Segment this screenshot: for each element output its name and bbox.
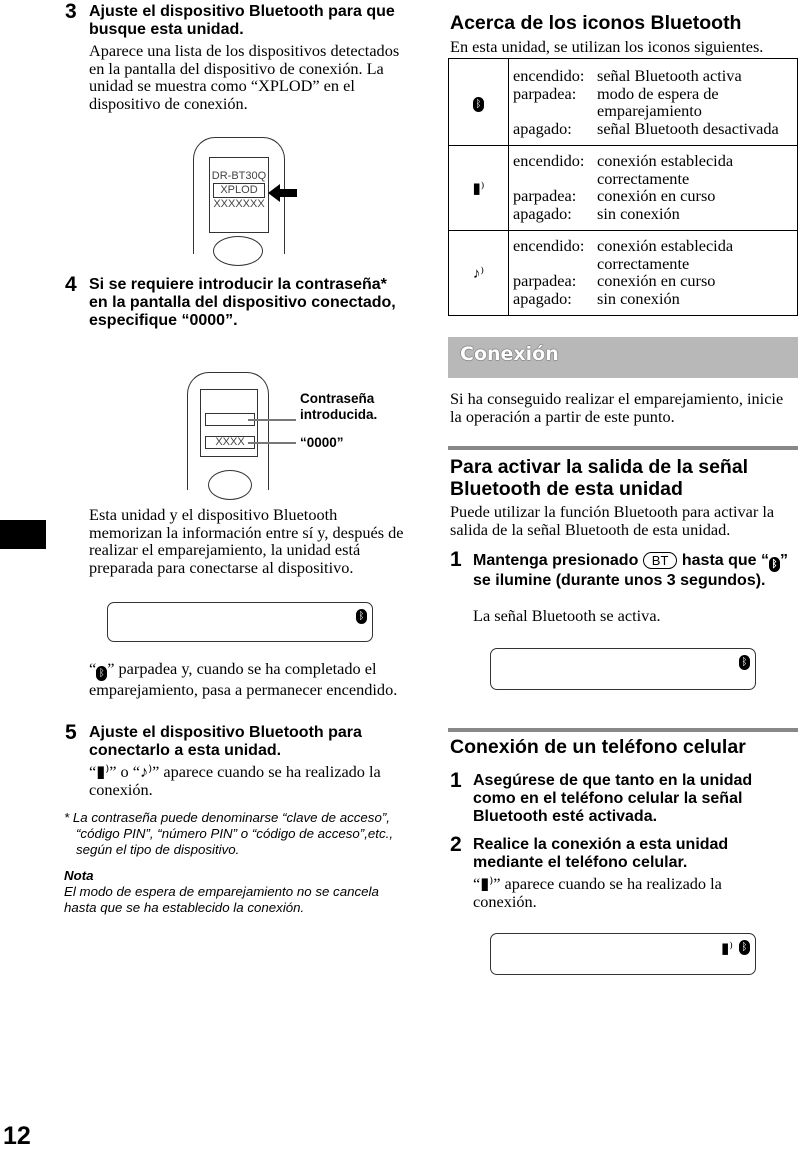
screen-line: XXXXXXX [213,198,265,210]
table-row [449,146,798,231]
audio-signal-icon: ♪⁾ [449,231,509,316]
state-label: parpadea: [513,186,577,206]
paragraph: Puede utilizar la función Bluetooth para activar la salida de la señal Bluetooth de esta unidad. [450,502,775,539]
audio-signal-icon: ♪⁾ [139,762,153,781]
quote: “ [89,659,97,678]
text: hasta que “ [677,552,769,569]
display-panel [490,648,756,690]
step-number: 3 [65,0,77,23]
step-number: 1 [450,548,462,571]
state-desc: conexión en curso [597,186,716,206]
note-body: El modo de espera de emparejamiento no se cancela hasta que se ha establecido la conexión. [64,884,379,915]
state-desc: sin conexión [597,203,680,223]
phone-signal-icon: ▮⁾ [480,874,494,893]
step-heading: Realice la conexión a esta unidad mediante el teléfono celular. [473,836,729,871]
state-desc: conexión en curso [597,271,716,291]
phone-signal-icon: ▮⁾ [96,762,110,781]
section-banner: Conexión [448,337,798,378]
paragraph: Esta unidad y el dispositivo Bluetooth memorizan la información entre sí y, después de realizar el emparejamiento, la unidad está preparada para conectarse al dispositivo. [89,505,404,577]
screen-line: DR-BT30Q [211,170,267,182]
page-number: 12 [3,1122,31,1150]
bluetooth-icon: ᛒ [739,940,750,955]
phone-signal-icon: ▮⁾ [449,146,509,231]
section-heading: Acerca de los iconos Bluetooth [450,12,742,34]
display-panel [490,933,756,975]
phone-signal-icon: ▮⁾ [721,941,733,957]
state-desc: conexión establecida correctamente [597,236,734,273]
state-label: encendido: [513,236,585,255]
table-row [449,231,798,316]
paragraph: En esta unidad, se utilizan los iconos siguientes. [450,37,764,56]
table-row [449,59,798,146]
password-field: XXXX [205,436,255,449]
state-desc: señal Bluetooth desactivada [597,118,779,138]
icon-table [448,58,798,316]
callout-label: Contraseña introducida. [300,391,378,422]
state-label: parpadea: [513,271,577,291]
section-heading: Conexión de un teléfono celular [450,736,746,758]
state-label: encendido: [513,151,585,170]
text: ” aparece cuando se ha realizado la conexión. [473,874,722,911]
paragraph [89,763,414,798]
paragraph [89,660,411,699]
bluetooth-icon: ᛒ [356,609,367,624]
state-desc: sin conexión [597,288,680,308]
section-heading: Para activar la salida de la señal Bluetooth de esta unidad [450,456,749,500]
state-label: encendido: [513,66,585,85]
step-number: 1 [450,769,462,792]
paragraph: Si ha conseguido realizar el emparejamiento, inicie la operación a partir de este punto. [450,389,784,426]
display-panel [107,602,373,642]
step-number: 4 [65,273,77,296]
paragraph [473,875,773,910]
step-heading: Asegúrese de que tanto en la unidad como en el teléfono celular la señal Bluetooth esté activada. [473,772,753,825]
text: “ [89,762,97,781]
state-desc: señal Bluetooth activa [597,66,742,85]
bluetooth-icon: ᛒ [769,557,780,572]
state-desc: modo de espera de emparejamiento [597,83,719,121]
note-title: Nota [64,868,94,883]
state-desc: conexión establecida correctamente [597,151,734,188]
text: ” aparece cuando se ha realizado la conexión. [89,762,381,799]
text: ” se ilumine (durante unos 3 segundos). [473,552,788,589]
text: ” o “ [109,762,140,781]
step-heading: Ajuste el dispositivo Bluetooth para conectarlo a esta unidad. [89,724,362,759]
step-number: 2 [450,833,462,856]
screen-line-selected: XPLOD [213,183,265,198]
bluetooth-icon: ᛒ [96,666,107,681]
state-label: parpadea: [513,83,577,103]
divider [448,728,798,732]
footnote: * La contraseña puede denominarse “clave de acceso”, “código PIN”, “número PIN” o “código de acceso”,etc., según el tipo de dispositivo. [64,810,394,857]
bluetooth-icon: ᛒ [739,655,750,670]
step-body: Aparece una lista de los dispositivos detectados en la pantalla del dispositivo de conexión. La unidad se muestra como “XPLOD” en el dispositivo de conexión. [89,41,400,113]
step-heading: Si se requiere introducir la contraseña* en la pantalla del dispositivo conectado, especifique “0000”. [89,276,396,329]
step-number: 5 [65,721,77,744]
divider [448,446,798,450]
state-label: apagado: [513,118,572,138]
text: Mantenga presionado [473,552,643,569]
bt-button: BT [643,552,678,569]
step-heading: Ajuste el dispositivo Bluetooth para que busque esta unidad. [89,3,395,38]
text: ” parpadea y, cuando se ha completado el emparejamiento, pasa a permanecer encendido. [89,659,398,699]
bluetooth-icon: ᛒ [473,97,484,112]
state-label: apagado: [513,288,572,308]
step-heading [473,552,798,590]
state-label: apagado: [513,203,572,223]
callout-label: “0000” [300,435,344,450]
text: “ [473,874,481,893]
section-tab-marker [0,520,46,549]
step-result: La señal Bluetooth se activa. [473,606,661,625]
